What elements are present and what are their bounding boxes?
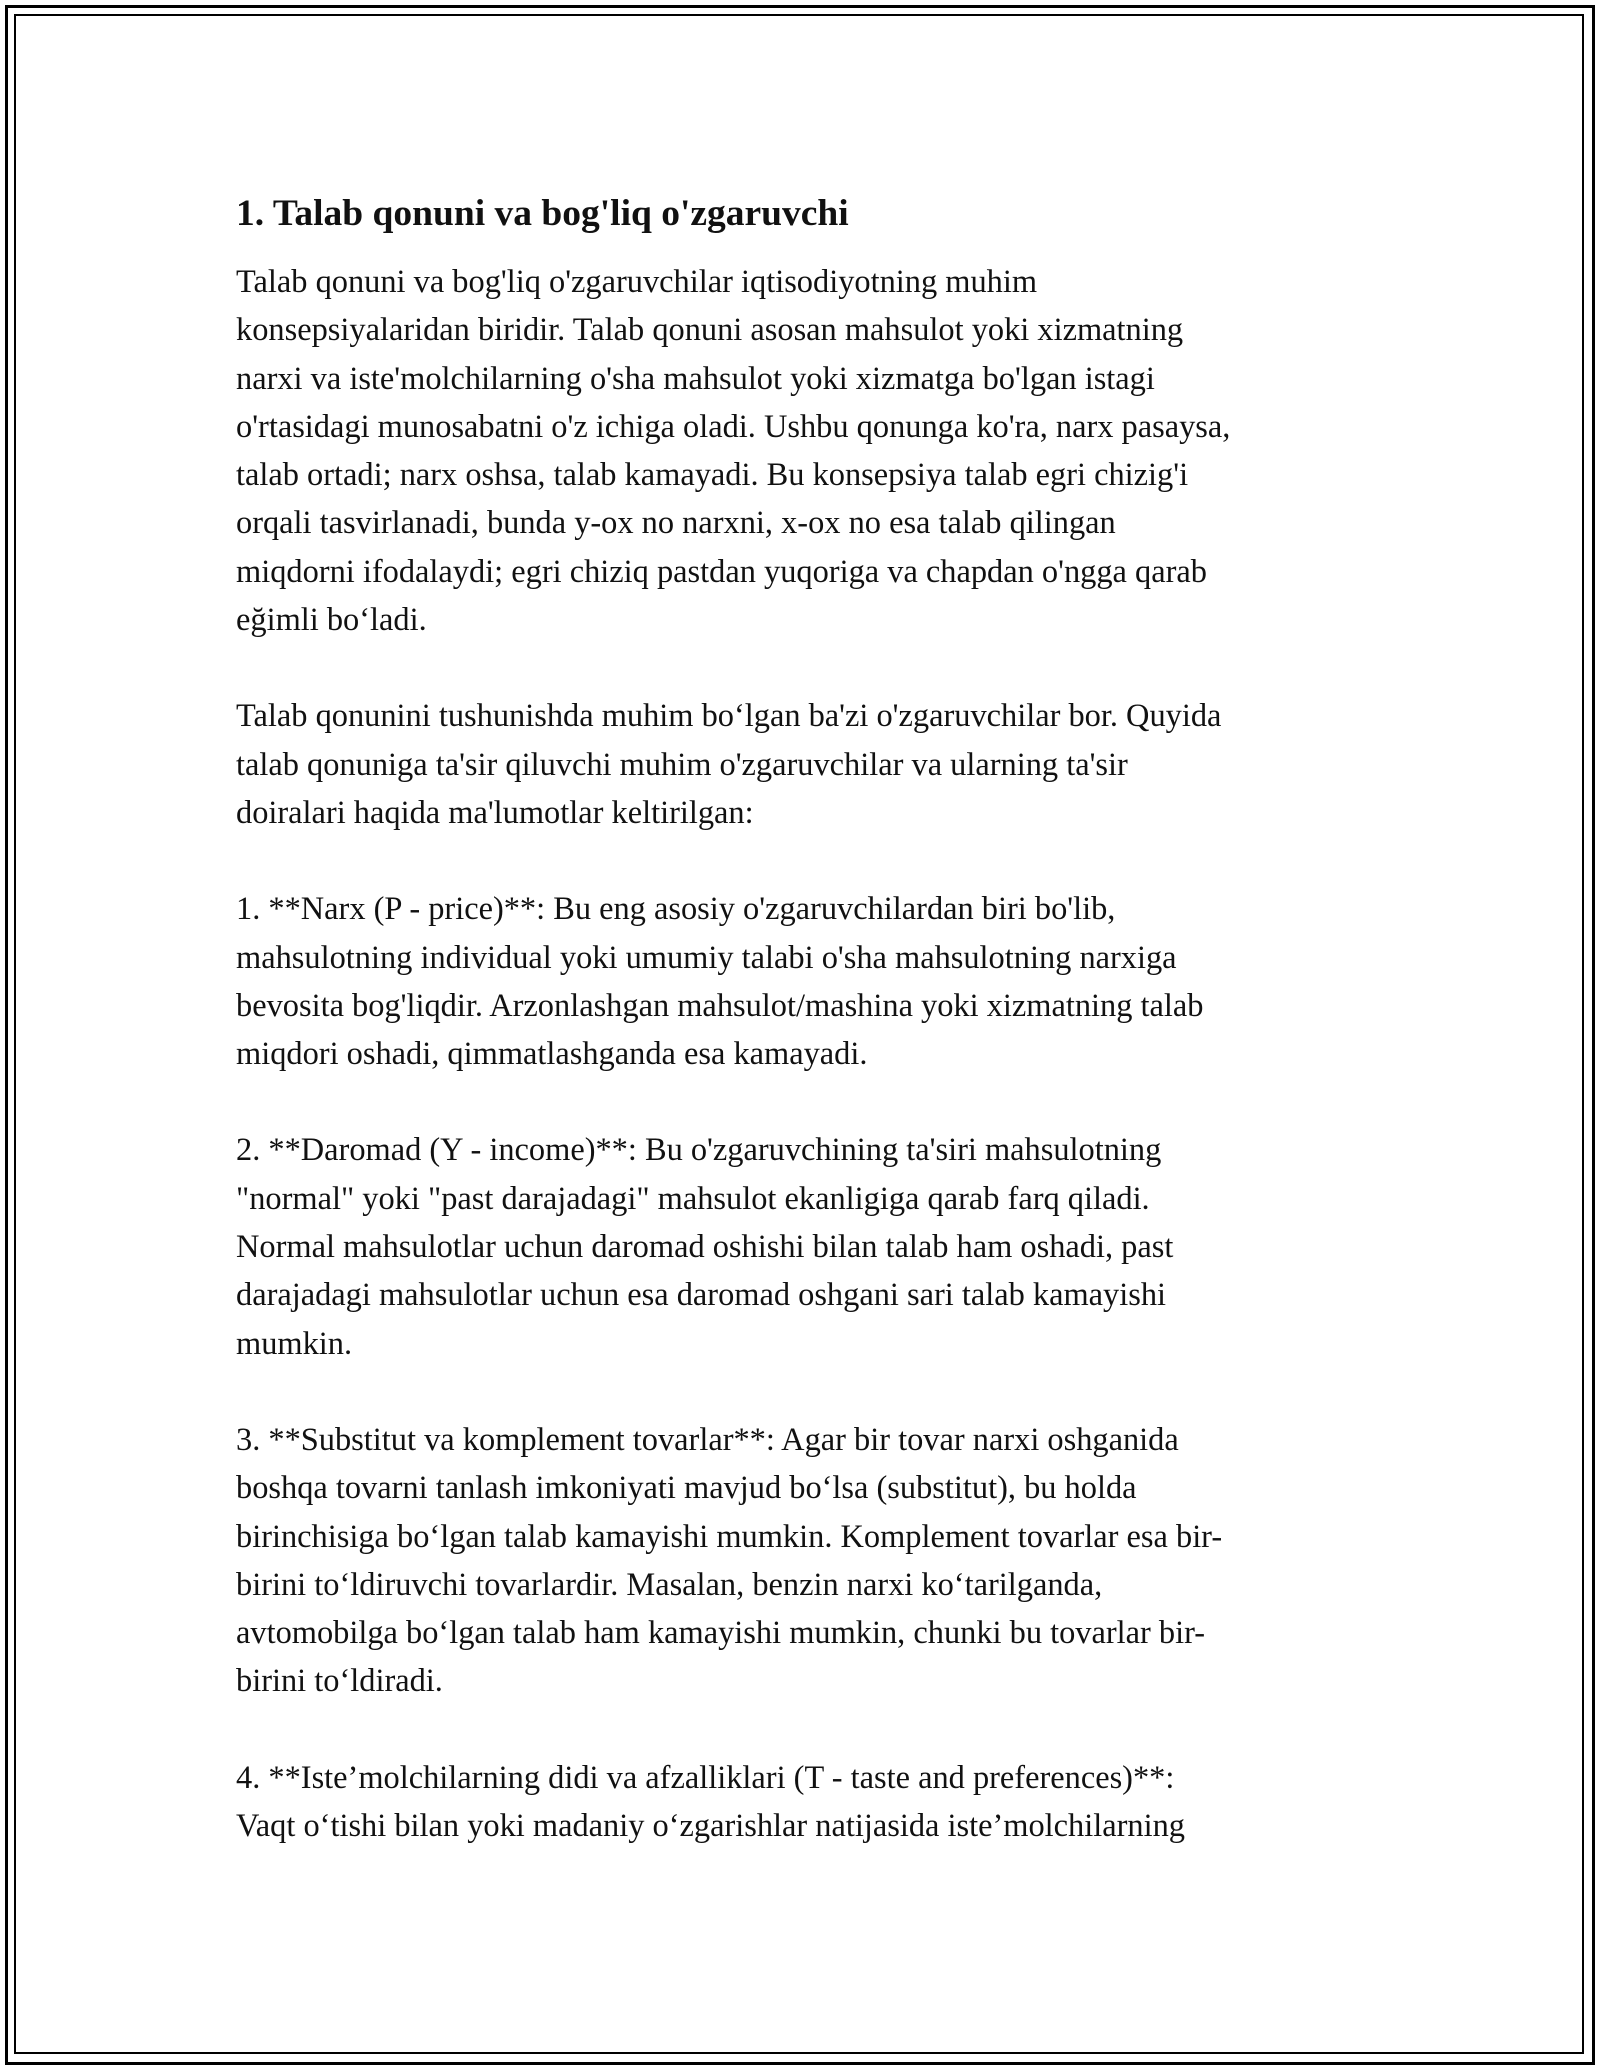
paragraph-variables-intro: Talab qonunini tushunishda muhim bo‘lgan ba'zi o'zgaruvchilar bor. Quyida talab qonuniga ta'sir qiluvchi muhim o'zgaruvchilar va ularning ta'sir doiralari haqida ma'lumotlar keltirilgan: (236, 698, 1222, 831)
document-body (236, 186, 1376, 1898)
list-item-price: 1. **Narx (P - price)**: Bu eng asosiy o'zgaruvchilardan biri bo'lib, mahsulotning individual yoki umumiy talabi o'sha mahsulotning narxiga bevosita bog'liqdir. Arzonlashgan mahsulot/mashina yoki xizmatning talab miqdori oshadi, qimmatlashganda esa kamayadi. (236, 891, 1204, 1073)
paragraph-intro: Talab qonuni va bog'liq o'zgaruvchilar iqtisodiyotning muhim konsepsiyalaridan biridir. Talab qonuni asosan mahsulot yoki xizmatning narxi va iste'molchilarning o'sha mahsulot yoki xizmatga bo'lgan istagi o'rtasidagi munosabatni o'z ichiga oladi. Ushbu qonunga ko'ra, narx pasaysa, talab ortadi; narx oshsa, talab kamayadi. Bu konsepsiya talab egri chizig'i orqali tasvirlanadi, bunda y-ox no narxni, x-ox no esa talab qilingan miqdorni ifodalaydi; egri chiziq pastdan yuqoriga va chapdan o'ngga qarab eğimli bo‘ladi. (236, 264, 1231, 639)
list-item-tastes-preferences: 4. **Iste’molchilarning didi va afzalliklari (T - taste and preferences)**: Vaqt o‘tishi bilan yoki madaniy o‘zgarishlar natijasida iste’molchilarning (236, 1759, 1185, 1845)
section-heading: 1. Talab qonuni va bog'liq o'zgaruvchi (236, 193, 849, 234)
list-item-substitutes-complements: 3. **Substitut va komplement tovarlar**: Agar bir tovar narxi oshganida boshqa tovarni tanlash imkoniyati mavjud bo‘lsa (substitut), bu holda birinchisiga bo‘lgan talab kamayishi mumkin. Komplement tovarlar esa bir- birini to‘ldiruvchi tovarlardir. Masalan, benzin narxi ko‘tarilganda, avtomobilga bo‘lgan talab ham kamayishi mumkin, chunki bu tovarlar bir- birini to‘ldiradi. (236, 1421, 1223, 1700)
list-item-income: 2. **Daromad (Y - income)**: Bu o'zgaruvchining ta'siri mahsulotning "normal" yoki "past darajadagi" mahsulot ekanligiga qarab farq qiladi. Normal mahsulotlar uchun daromad oshishi bilan talab ham oshadi, past darajadagi mahsulotlar uchun esa daromad oshgani sari talab kamayishi mumkin. (236, 1132, 1174, 1362)
